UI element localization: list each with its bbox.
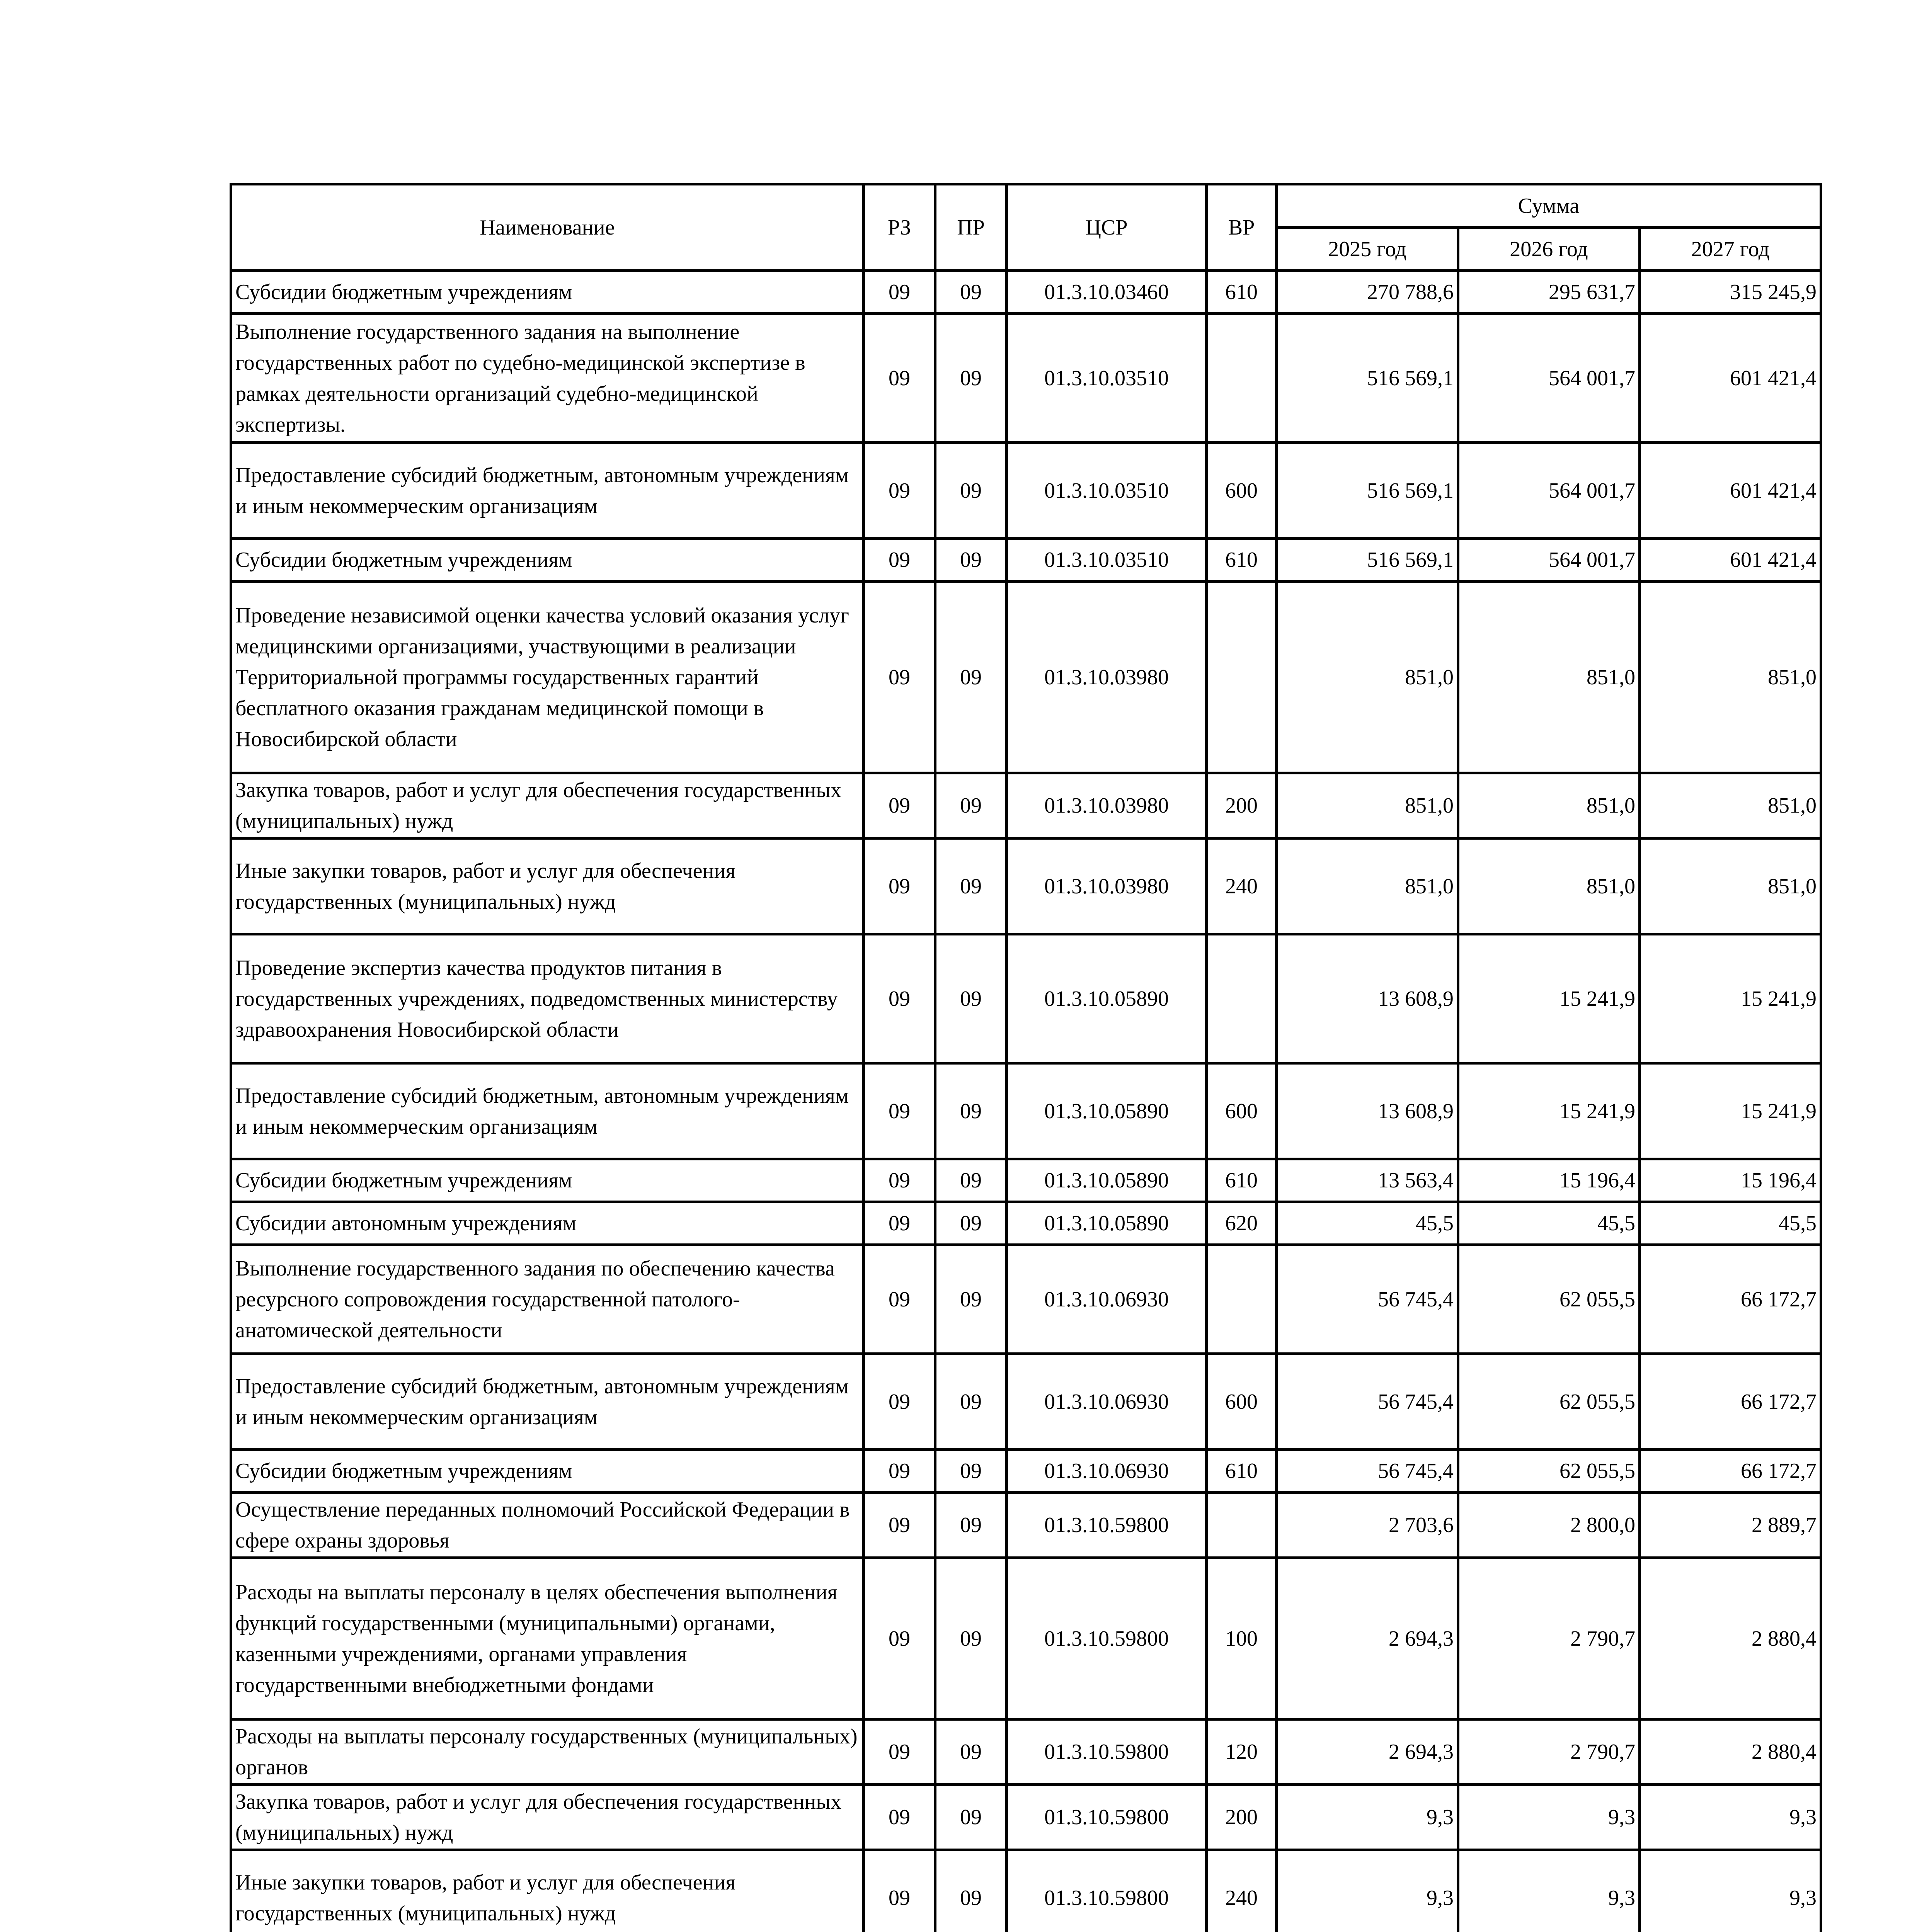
cell-2026: 9,3 — [1458, 1850, 1640, 1932]
cell-name: Иные закупки товаров, работ и услуг для обеспечения государственных (муниципальных) нужд — [231, 1850, 864, 1932]
cell-2025: 56 745,4 — [1277, 1354, 1458, 1450]
cell-name: Расходы на выплаты персоналу в целях обеспечения выполнения функций государственными (муниципальными) органами, казенными учреждениями, органами управления государственными внебюджетными фондами — [231, 1558, 864, 1719]
cell-pr: 09 — [935, 582, 1007, 773]
cell-2025: 13 608,9 — [1277, 934, 1458, 1063]
cell-rz: 09 — [864, 1354, 935, 1450]
cell-2026: 851,0 — [1458, 582, 1640, 773]
cell-2027: 851,0 — [1640, 582, 1821, 773]
cell-2025: 45,5 — [1277, 1202, 1458, 1245]
cell-rz: 09 — [864, 314, 935, 443]
cell-2025: 13 608,9 — [1277, 1063, 1458, 1159]
cell-2026: 564 001,7 — [1458, 539, 1640, 582]
cell-name: Проведение экспертиз качества продуктов питания в государственных учреждениях, подведомственных министерству здравоохранения Новосибирской области — [231, 934, 864, 1063]
cell-csr: 01.3.10.03980 — [1007, 773, 1207, 838]
table-row — [231, 1159, 1821, 1202]
table-row — [231, 1354, 1821, 1450]
cell-2027: 2 880,4 — [1640, 1719, 1821, 1785]
cell-vr: 620 — [1207, 1202, 1277, 1245]
table-header — [231, 184, 1821, 271]
cell-vr: 610 — [1207, 539, 1277, 582]
cell-pr: 09 — [935, 934, 1007, 1063]
table-row — [231, 1719, 1821, 1785]
cell-rz: 09 — [864, 443, 935, 539]
table-row — [231, 314, 1821, 443]
cell-2026: 15 196,4 — [1458, 1159, 1640, 1202]
header-csr: ЦСР — [1007, 184, 1207, 271]
header-name: Наименование — [231, 184, 864, 271]
cell-name: Иные закупки товаров, работ и услуг для обеспечения государственных (муниципальных) нужд — [231, 838, 864, 934]
cell-pr: 09 — [935, 773, 1007, 838]
table-row — [231, 1785, 1821, 1850]
cell-2025: 9,3 — [1277, 1785, 1458, 1850]
cell-pr: 09 — [935, 539, 1007, 582]
cell-vr: 240 — [1207, 838, 1277, 934]
cell-vr: 600 — [1207, 1354, 1277, 1450]
cell-pr: 09 — [935, 1159, 1007, 1202]
cell-rz: 09 — [864, 539, 935, 582]
cell-rz: 09 — [864, 1850, 935, 1932]
cell-2027: 2 880,4 — [1640, 1558, 1821, 1719]
cell-2027: 851,0 — [1640, 838, 1821, 934]
cell-name: Субсидии бюджетным учреждениям — [231, 271, 864, 314]
cell-2027: 66 172,7 — [1640, 1354, 1821, 1450]
cell-vr: 610 — [1207, 1450, 1277, 1493]
cell-rz: 09 — [864, 1719, 935, 1785]
cell-2027: 66 172,7 — [1640, 1245, 1821, 1354]
cell-2026: 2 800,0 — [1458, 1493, 1640, 1558]
header-vr: ВР — [1207, 184, 1277, 271]
cell-pr: 09 — [935, 1245, 1007, 1354]
cell-2025: 516 569,1 — [1277, 314, 1458, 443]
cell-name: Закупка товаров, работ и услуг для обеспечения государственных (муниципальных) нужд — [231, 1785, 864, 1850]
cell-csr: 01.3.10.59800 — [1007, 1493, 1207, 1558]
cell-name: Проведение независимой оценки качества условий оказания услуг медицинскими организациями, участвующими в реализации Территориальной программы государственных гарантий бесплатного оказания гражданам медицинской помощи в Новосибирской области — [231, 582, 864, 773]
cell-pr: 09 — [935, 1785, 1007, 1850]
cell-csr: 01.3.10.05890 — [1007, 934, 1207, 1063]
cell-2025: 56 745,4 — [1277, 1450, 1458, 1493]
cell-2026: 564 001,7 — [1458, 443, 1640, 539]
cell-rz: 09 — [864, 1245, 935, 1354]
cell-2025: 270 788,6 — [1277, 271, 1458, 314]
cell-2027: 9,3 — [1640, 1785, 1821, 1850]
cell-vr: 200 — [1207, 1785, 1277, 1850]
header-pr: ПР — [935, 184, 1007, 271]
cell-rz: 09 — [864, 1202, 935, 1245]
cell-2026: 62 055,5 — [1458, 1450, 1640, 1493]
cell-2027: 15 241,9 — [1640, 1063, 1821, 1159]
header-year-2026: 2026 год — [1458, 228, 1640, 271]
cell-2027: 601 421,4 — [1640, 539, 1821, 582]
header-sum: Сумма — [1277, 184, 1821, 228]
cell-2026: 564 001,7 — [1458, 314, 1640, 443]
cell-pr: 09 — [935, 1450, 1007, 1493]
cell-name: Предоставление субсидий бюджетным, автономным учреждениям и иным некоммерческим организациям — [231, 1354, 864, 1450]
header-year-2027: 2027 год — [1640, 228, 1821, 271]
table-row — [231, 1202, 1821, 1245]
cell-2025: 13 563,4 — [1277, 1159, 1458, 1202]
cell-vr — [1207, 582, 1277, 773]
cell-2025: 56 745,4 — [1277, 1245, 1458, 1354]
cell-vr: 120 — [1207, 1719, 1277, 1785]
table-row — [231, 1493, 1821, 1558]
cell-2027: 9,3 — [1640, 1850, 1821, 1932]
cell-name: Расходы на выплаты персоналу государственных (муниципальных) органов — [231, 1719, 864, 1785]
cell-vr — [1207, 314, 1277, 443]
header-year-2025: 2025 год — [1277, 228, 1458, 271]
table-row — [231, 1558, 1821, 1719]
cell-pr: 09 — [935, 1202, 1007, 1245]
table-body — [231, 271, 1821, 1932]
cell-csr: 01.3.10.59800 — [1007, 1558, 1207, 1719]
cell-rz: 09 — [864, 773, 935, 838]
cell-2026: 2 790,7 — [1458, 1719, 1640, 1785]
cell-name: Субсидии автономным учреждениям — [231, 1202, 864, 1245]
cell-2027: 66 172,7 — [1640, 1450, 1821, 1493]
cell-csr: 01.3.10.05890 — [1007, 1159, 1207, 1202]
cell-pr: 09 — [935, 1354, 1007, 1450]
cell-rz: 09 — [864, 582, 935, 773]
table-row — [231, 1063, 1821, 1159]
cell-vr: 200 — [1207, 773, 1277, 838]
cell-2025: 2 703,6 — [1277, 1493, 1458, 1558]
cell-pr: 09 — [935, 1493, 1007, 1558]
table-row — [231, 1450, 1821, 1493]
cell-2025: 851,0 — [1277, 582, 1458, 773]
cell-2027: 15 196,4 — [1640, 1159, 1821, 1202]
budget-table — [230, 183, 1822, 1932]
cell-csr: 01.3.10.59800 — [1007, 1785, 1207, 1850]
cell-2026: 45,5 — [1458, 1202, 1640, 1245]
cell-csr: 01.3.10.05890 — [1007, 1063, 1207, 1159]
cell-rz: 09 — [864, 271, 935, 314]
table-row — [231, 443, 1821, 539]
table-row — [231, 838, 1821, 934]
cell-pr: 09 — [935, 271, 1007, 314]
cell-vr — [1207, 934, 1277, 1063]
cell-2026: 62 055,5 — [1458, 1354, 1640, 1450]
cell-csr: 01.3.10.03510 — [1007, 443, 1207, 539]
cell-rz: 09 — [864, 1558, 935, 1719]
cell-pr: 09 — [935, 314, 1007, 443]
cell-vr: 600 — [1207, 443, 1277, 539]
cell-csr: 01.3.10.59800 — [1007, 1719, 1207, 1785]
cell-pr: 09 — [935, 838, 1007, 934]
cell-csr: 01.3.10.06930 — [1007, 1354, 1207, 1450]
cell-2026: 2 790,7 — [1458, 1558, 1640, 1719]
header-rz: РЗ — [864, 184, 935, 271]
cell-vr: 240 — [1207, 1850, 1277, 1932]
table-row — [231, 539, 1821, 582]
cell-name: Осуществление переданных полномочий Российской Федерации в сфере охраны здоровья — [231, 1493, 864, 1558]
table-row — [231, 1850, 1821, 1932]
cell-vr — [1207, 1245, 1277, 1354]
cell-vr: 610 — [1207, 271, 1277, 314]
cell-pr: 09 — [935, 1063, 1007, 1159]
cell-2025: 2 694,3 — [1277, 1558, 1458, 1719]
cell-2026: 851,0 — [1458, 838, 1640, 934]
cell-rz: 09 — [864, 1159, 935, 1202]
cell-2026: 9,3 — [1458, 1785, 1640, 1850]
cell-csr: 01.3.10.03510 — [1007, 539, 1207, 582]
cell-2027: 45,5 — [1640, 1202, 1821, 1245]
cell-vr — [1207, 1493, 1277, 1558]
cell-csr: 01.3.10.06930 — [1007, 1245, 1207, 1354]
cell-rz: 09 — [864, 1450, 935, 1493]
cell-rz: 09 — [864, 1063, 935, 1159]
cell-2025: 516 569,1 — [1277, 539, 1458, 582]
cell-2026: 62 055,5 — [1458, 1245, 1640, 1354]
table-row — [231, 934, 1821, 1063]
cell-name: Субсидии бюджетным учреждениям — [231, 1450, 864, 1493]
cell-csr: 01.3.10.05890 — [1007, 1202, 1207, 1245]
cell-csr: 01.3.10.06930 — [1007, 1450, 1207, 1493]
cell-csr: 01.3.10.59800 — [1007, 1850, 1207, 1932]
cell-2025: 851,0 — [1277, 773, 1458, 838]
cell-2027: 601 421,4 — [1640, 443, 1821, 539]
cell-pr: 09 — [935, 1558, 1007, 1719]
cell-2027: 601 421,4 — [1640, 314, 1821, 443]
cell-2026: 851,0 — [1458, 773, 1640, 838]
cell-csr: 01.3.10.03980 — [1007, 838, 1207, 934]
cell-csr: 01.3.10.03460 — [1007, 271, 1207, 314]
table-row — [231, 271, 1821, 314]
cell-pr: 09 — [935, 1719, 1007, 1785]
cell-2027: 2 889,7 — [1640, 1493, 1821, 1558]
cell-pr: 09 — [935, 443, 1007, 539]
cell-2026: 295 631,7 — [1458, 271, 1640, 314]
cell-name: Закупка товаров, работ и услуг для обеспечения государственных (муниципальных) нужд — [231, 773, 864, 838]
cell-vr: 610 — [1207, 1159, 1277, 1202]
cell-name: Выполнение государственного задания по обеспечению качества ресурсного сопровождения государственной патолого-анатомической деятельности — [231, 1245, 864, 1354]
cell-2026: 15 241,9 — [1458, 934, 1640, 1063]
cell-2025: 9,3 — [1277, 1850, 1458, 1932]
cell-2025: 851,0 — [1277, 838, 1458, 934]
table-row — [231, 1245, 1821, 1354]
cell-name: Предоставление субсидий бюджетным, автономным учреждениям и иным некоммерческим организациям — [231, 1063, 864, 1159]
cell-name: Предоставление субсидий бюджетным, автономным учреждениям и иным некоммерческим организациям — [231, 443, 864, 539]
cell-2027: 851,0 — [1640, 773, 1821, 838]
cell-rz: 09 — [864, 934, 935, 1063]
cell-csr: 01.3.10.03510 — [1007, 314, 1207, 443]
cell-2027: 15 241,9 — [1640, 934, 1821, 1063]
cell-name: Выполнение государственного задания на выполнение государственных работ по судебно-медицинской экспертизе в рамках деятельности организаций судебно-медицинской экспертизы. — [231, 314, 864, 443]
cell-rz: 09 — [864, 1493, 935, 1558]
cell-rz: 09 — [864, 838, 935, 934]
cell-vr: 600 — [1207, 1063, 1277, 1159]
cell-2026: 15 241,9 — [1458, 1063, 1640, 1159]
cell-vr: 100 — [1207, 1558, 1277, 1719]
cell-pr: 09 — [935, 1850, 1007, 1932]
cell-2027: 315 245,9 — [1640, 271, 1821, 314]
cell-csr: 01.3.10.03980 — [1007, 582, 1207, 773]
table-row — [231, 773, 1821, 838]
cell-2025: 2 694,3 — [1277, 1719, 1458, 1785]
table-row — [231, 582, 1821, 773]
cell-rz: 09 — [864, 1785, 935, 1850]
cell-name: Субсидии бюджетным учреждениям — [231, 1159, 864, 1202]
cell-name: Субсидии бюджетным учреждениям — [231, 539, 864, 582]
cell-2025: 516 569,1 — [1277, 443, 1458, 539]
